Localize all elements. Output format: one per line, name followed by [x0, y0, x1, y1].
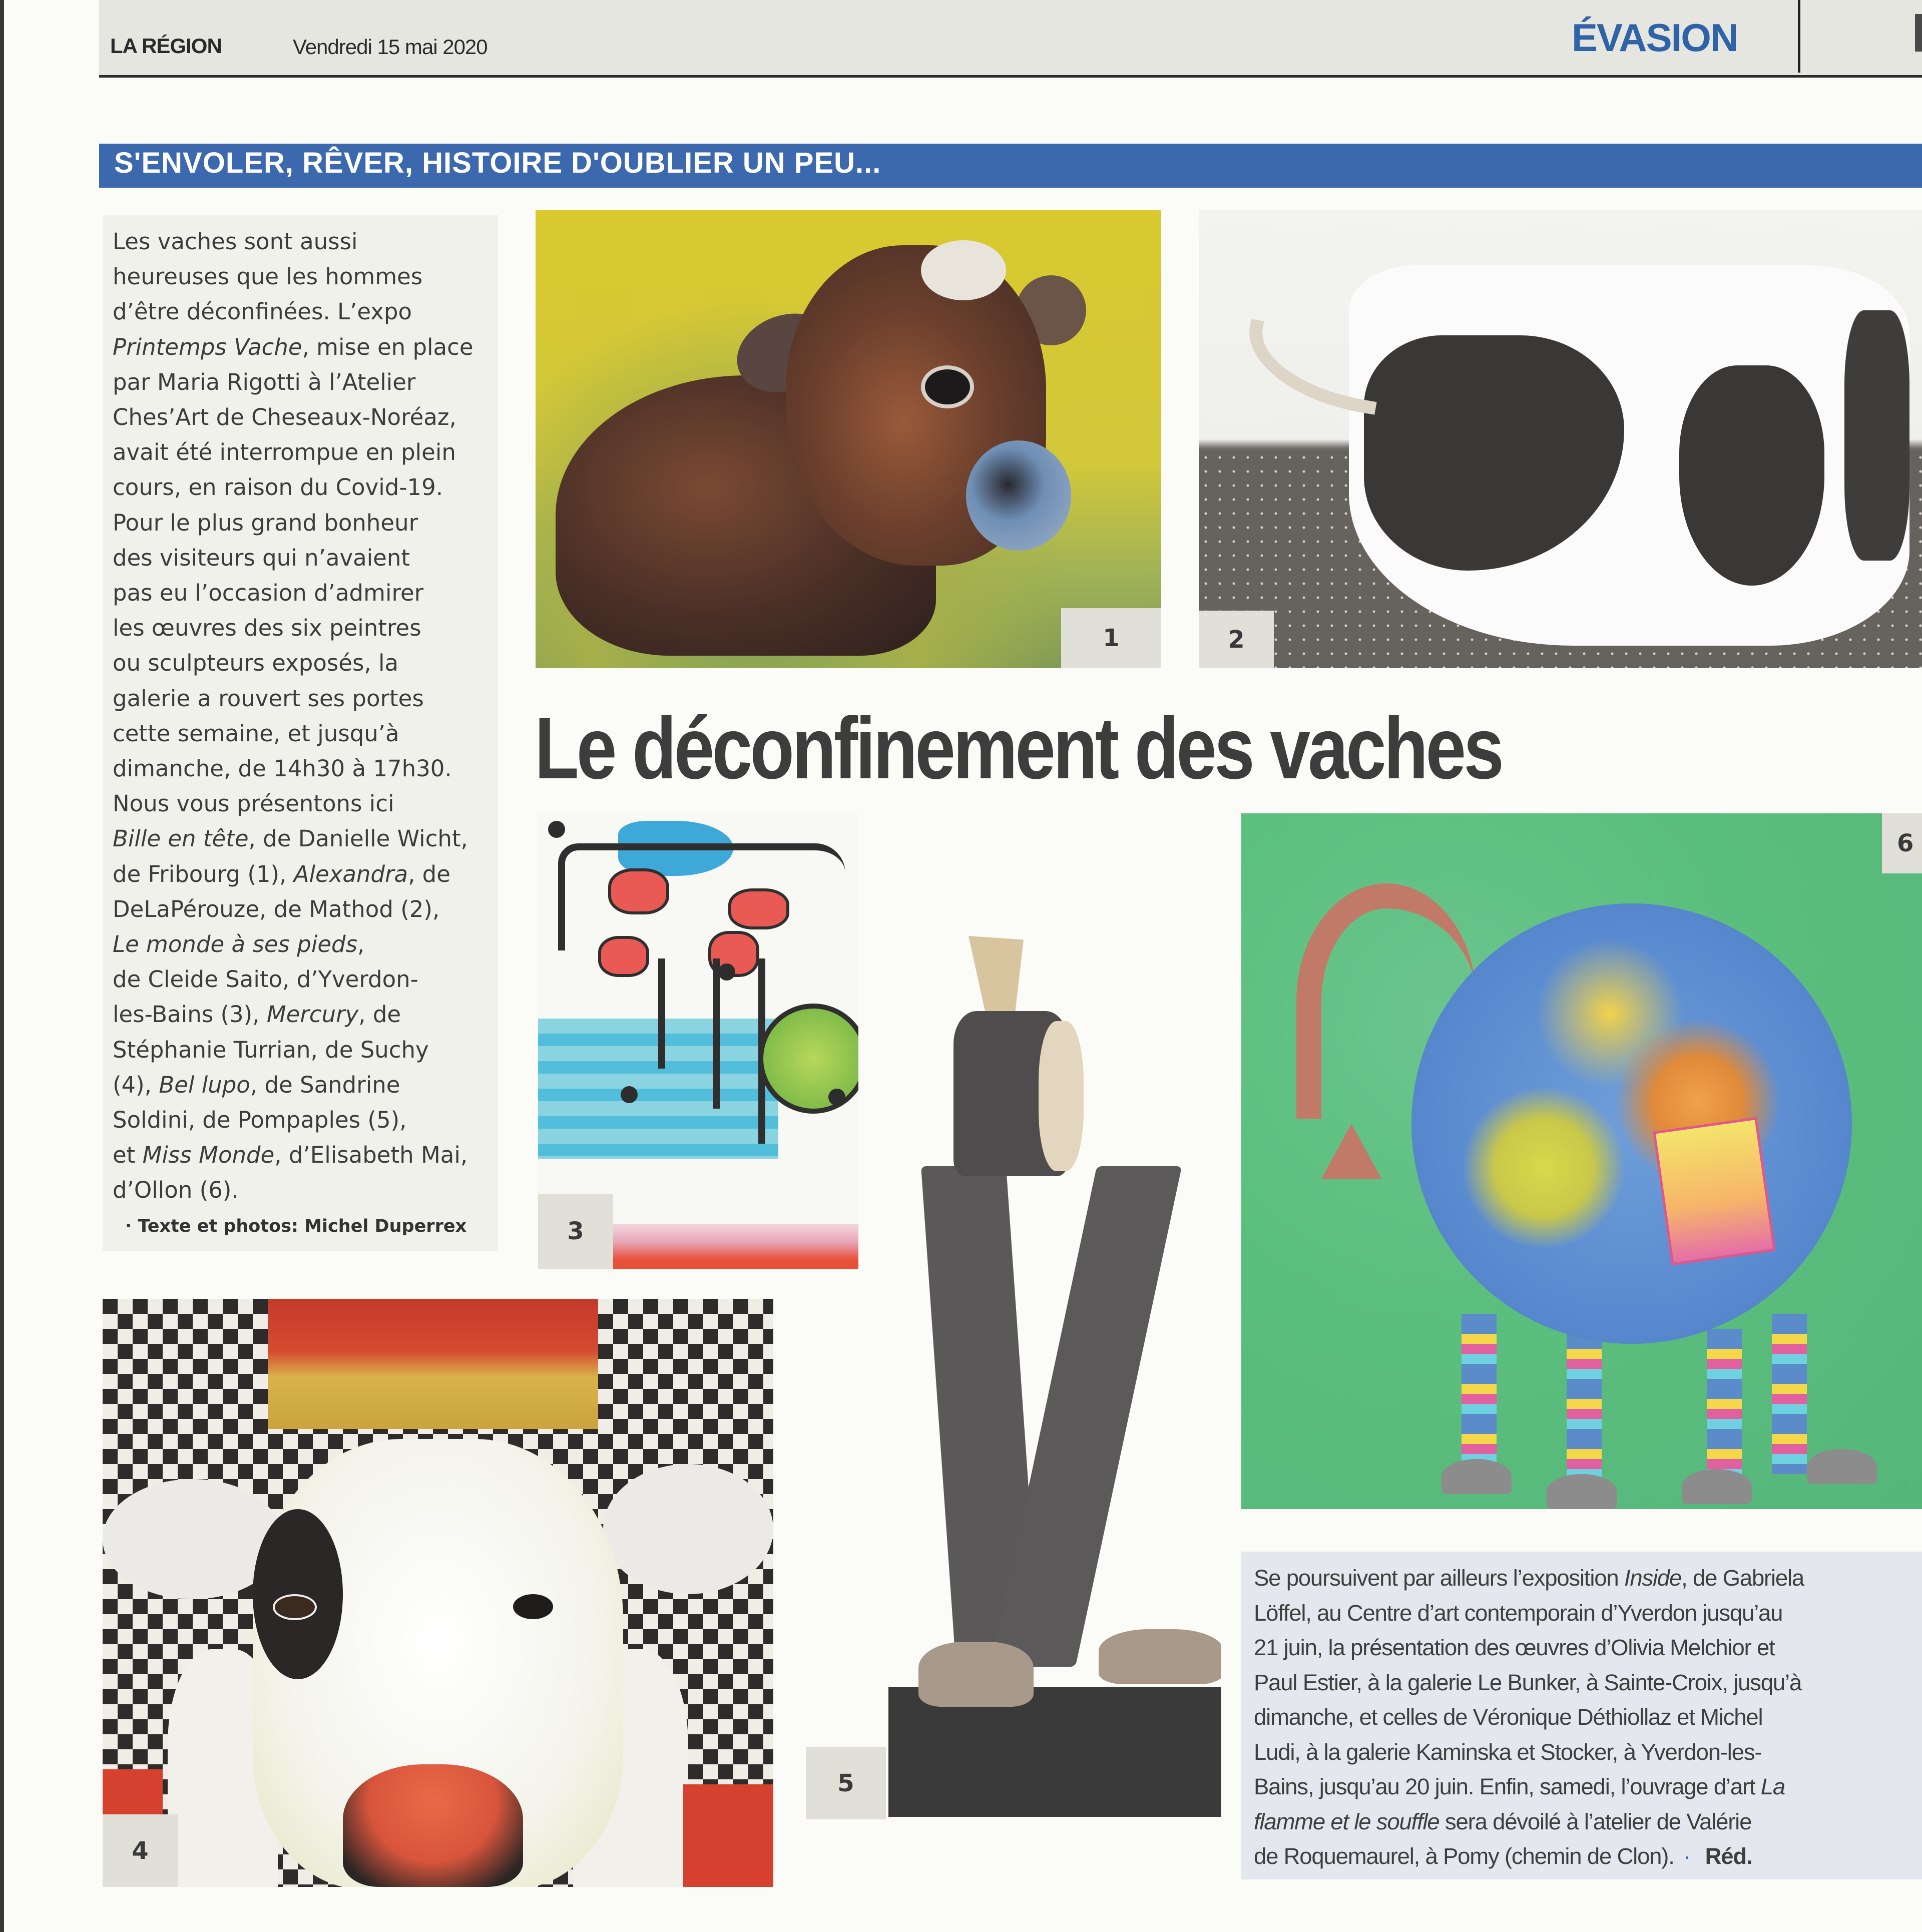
bullet: · — [1683, 1843, 1690, 1869]
text-line: Ludi, à la galerie Kaminska et Stocker, à Yverdon-les- — [1254, 1739, 1762, 1765]
text-line: pas eu l’occasion d’admirer — [113, 580, 424, 607]
dot — [621, 1086, 638, 1103]
masthead-divider — [1798, 0, 1800, 73]
cow-leg — [713, 958, 720, 1109]
text-line: Nous vous présentons ici — [113, 790, 394, 817]
photo-number-badge: 2 — [1199, 611, 1274, 668]
scan-edge — [0, 0, 4, 1932]
newspaper-name: LA RÉGION — [110, 34, 222, 58]
cow-spot — [598, 936, 649, 977]
text-line: Paul Estier, à la galerie Le Bunker, à Sainte-Croix, jusqu’à — [1254, 1669, 1801, 1695]
cow-tail-tip — [1321, 1124, 1381, 1179]
signature: Réd. — [1705, 1843, 1752, 1869]
text-line: Le monde à ses pieds, — [113, 931, 365, 958]
dot — [548, 821, 565, 838]
text-line: Löffel, au Centre d’art contemporain d’Yverdon jusqu’au — [1254, 1600, 1783, 1626]
text-line: les-Bains (3), Mercury, de — [113, 1001, 401, 1028]
photo-1-calf-painting — [536, 210, 1161, 668]
cow-spot — [608, 868, 669, 914]
text-line: cette semaine, et jusqu’à — [113, 720, 399, 747]
text-line: Les vaches sont aussi — [113, 228, 358, 255]
intro-text — [113, 224, 493, 1208]
sculpture-foot — [918, 1642, 1034, 1707]
issue-date: Vendredi 15 mai 2020 — [293, 35, 488, 59]
sculpture-head — [969, 936, 1024, 1011]
text-line: Ches’Art de Cheseaux-Noréaz, — [113, 404, 456, 431]
text-line: d’être déconfinées. L’expo — [113, 298, 412, 325]
text-line: cours, en raison du Covid-19. — [113, 474, 443, 501]
photo-credit: · Texte et photos: Michel Duperrex — [125, 1216, 467, 1236]
photo-6-globe-cow-painting — [1241, 813, 1922, 1509]
photo-number-badge: 6 — [1882, 813, 1922, 873]
text-line: 21 juin, la présentation des œuvres d’Olivia Melchior et — [1254, 1635, 1775, 1660]
sculpture-arm — [1039, 1021, 1084, 1171]
text-line: de Fribourg (1), Alexandra, de — [113, 860, 450, 887]
text-line: dimanche, de 14h30 à 17h30. — [113, 755, 452, 782]
cow-outline — [558, 843, 845, 950]
rainbow-leg — [1707, 1329, 1742, 1489]
cow-ear — [603, 1464, 773, 1594]
cow-spot — [1844, 310, 1909, 561]
world-globe — [1411, 903, 1852, 1344]
related-exhibitions-text — [1254, 1561, 1914, 1874]
photo-4-crowned-cow-painting — [103, 1299, 773, 1887]
photo-5-wolf-sculpture — [803, 931, 1221, 1887]
section-title: ÉVASION — [1572, 16, 1738, 60]
cow-spot — [1679, 365, 1824, 586]
rainbow-leg — [1772, 1314, 1807, 1474]
photo-number-badge: 4 — [103, 1814, 178, 1887]
text-line: ou sculpteurs exposés, la — [113, 650, 399, 677]
page-number-fragment — [1915, 14, 1922, 52]
text-line: Printemps Vache, mise en place — [113, 333, 473, 360]
calf-tuft — [921, 240, 1006, 300]
sculpture-foot — [1099, 1629, 1221, 1684]
kicker-text: S'ENVOLER, RÊVER, HISTOIRE D'OUBLIER UN PEU... — [114, 147, 881, 179]
hoof — [1682, 1469, 1752, 1504]
text-line: de Roquemaurel, à Pomy (chemin de Clon). · Réd. — [1254, 1843, 1752, 1869]
text-line: d’Ollon (6). — [113, 1177, 239, 1204]
photo-number-badge: 3 — [538, 1194, 613, 1269]
text-line: les œuvres des six peintres — [113, 615, 421, 642]
hoof — [1807, 1449, 1877, 1484]
text-line: par Maria Rigotti à l’Atelier — [113, 368, 416, 395]
cow-muzzle — [343, 1764, 523, 1887]
text-line: de Cleide Saito, d’Yverdon- — [113, 966, 418, 993]
calf-nose — [966, 440, 1071, 551]
text-line: Bille en tête, de Danielle Wicht, — [113, 825, 468, 852]
hoof — [1442, 1459, 1512, 1494]
rainbow-leg — [1567, 1329, 1602, 1489]
hoof — [1547, 1474, 1617, 1509]
photo-number-badge: 5 — [806, 1747, 886, 1819]
text-line: Soldini, de Pompaples (5), — [113, 1107, 407, 1134]
cow-eye — [273, 1594, 317, 1620]
dot — [718, 963, 735, 981]
cow-leg — [658, 958, 665, 1069]
text-line: Pour le plus grand bonheur — [113, 509, 418, 536]
text-line: dimanche, et celles de Véronique Déthiollaz et Michel — [1254, 1704, 1763, 1730]
cow-eye — [513, 1594, 553, 1619]
text-line: des visiteurs qui n’avaient — [113, 544, 410, 571]
text-line: galerie a rouvert ses portes — [113, 685, 424, 712]
article-headline: Le déconfinement des vaches — [535, 700, 1502, 797]
text-line: Bains, jusqu’au 20 juin. Enfin, samedi, l’ouvrage d’art La — [1254, 1774, 1785, 1799]
text-line: et Miss Monde, d’Elisabeth Mai, — [113, 1142, 468, 1169]
text-line: flamme et le souffle sera dévoilé à l’atelier de Valérie — [1254, 1808, 1752, 1834]
cow-face — [1653, 1117, 1776, 1266]
calf-eye — [921, 365, 974, 408]
text-line: DeLaPérouze, de Mathod (2), — [113, 895, 440, 922]
text-line: Se poursuivent par ailleurs l’exposition Inside, de Gabriela — [1254, 1565, 1804, 1591]
cow-spot — [728, 888, 789, 929]
crown — [268, 1299, 598, 1429]
text-line: avait été interrompue en plein — [113, 439, 456, 466]
text-line: Stéphanie Turrian, de Suchy — [113, 1036, 429, 1063]
text-line: (4), Bel lupo, de Sandrine — [113, 1071, 400, 1098]
text-line: heureuses que les hommes — [113, 263, 423, 290]
photo-number-badge: 1 — [1061, 608, 1161, 668]
photo-2-cow-sculpture — [1199, 210, 1922, 668]
red-robe — [683, 1784, 773, 1887]
rainbow-leg — [1462, 1314, 1497, 1474]
